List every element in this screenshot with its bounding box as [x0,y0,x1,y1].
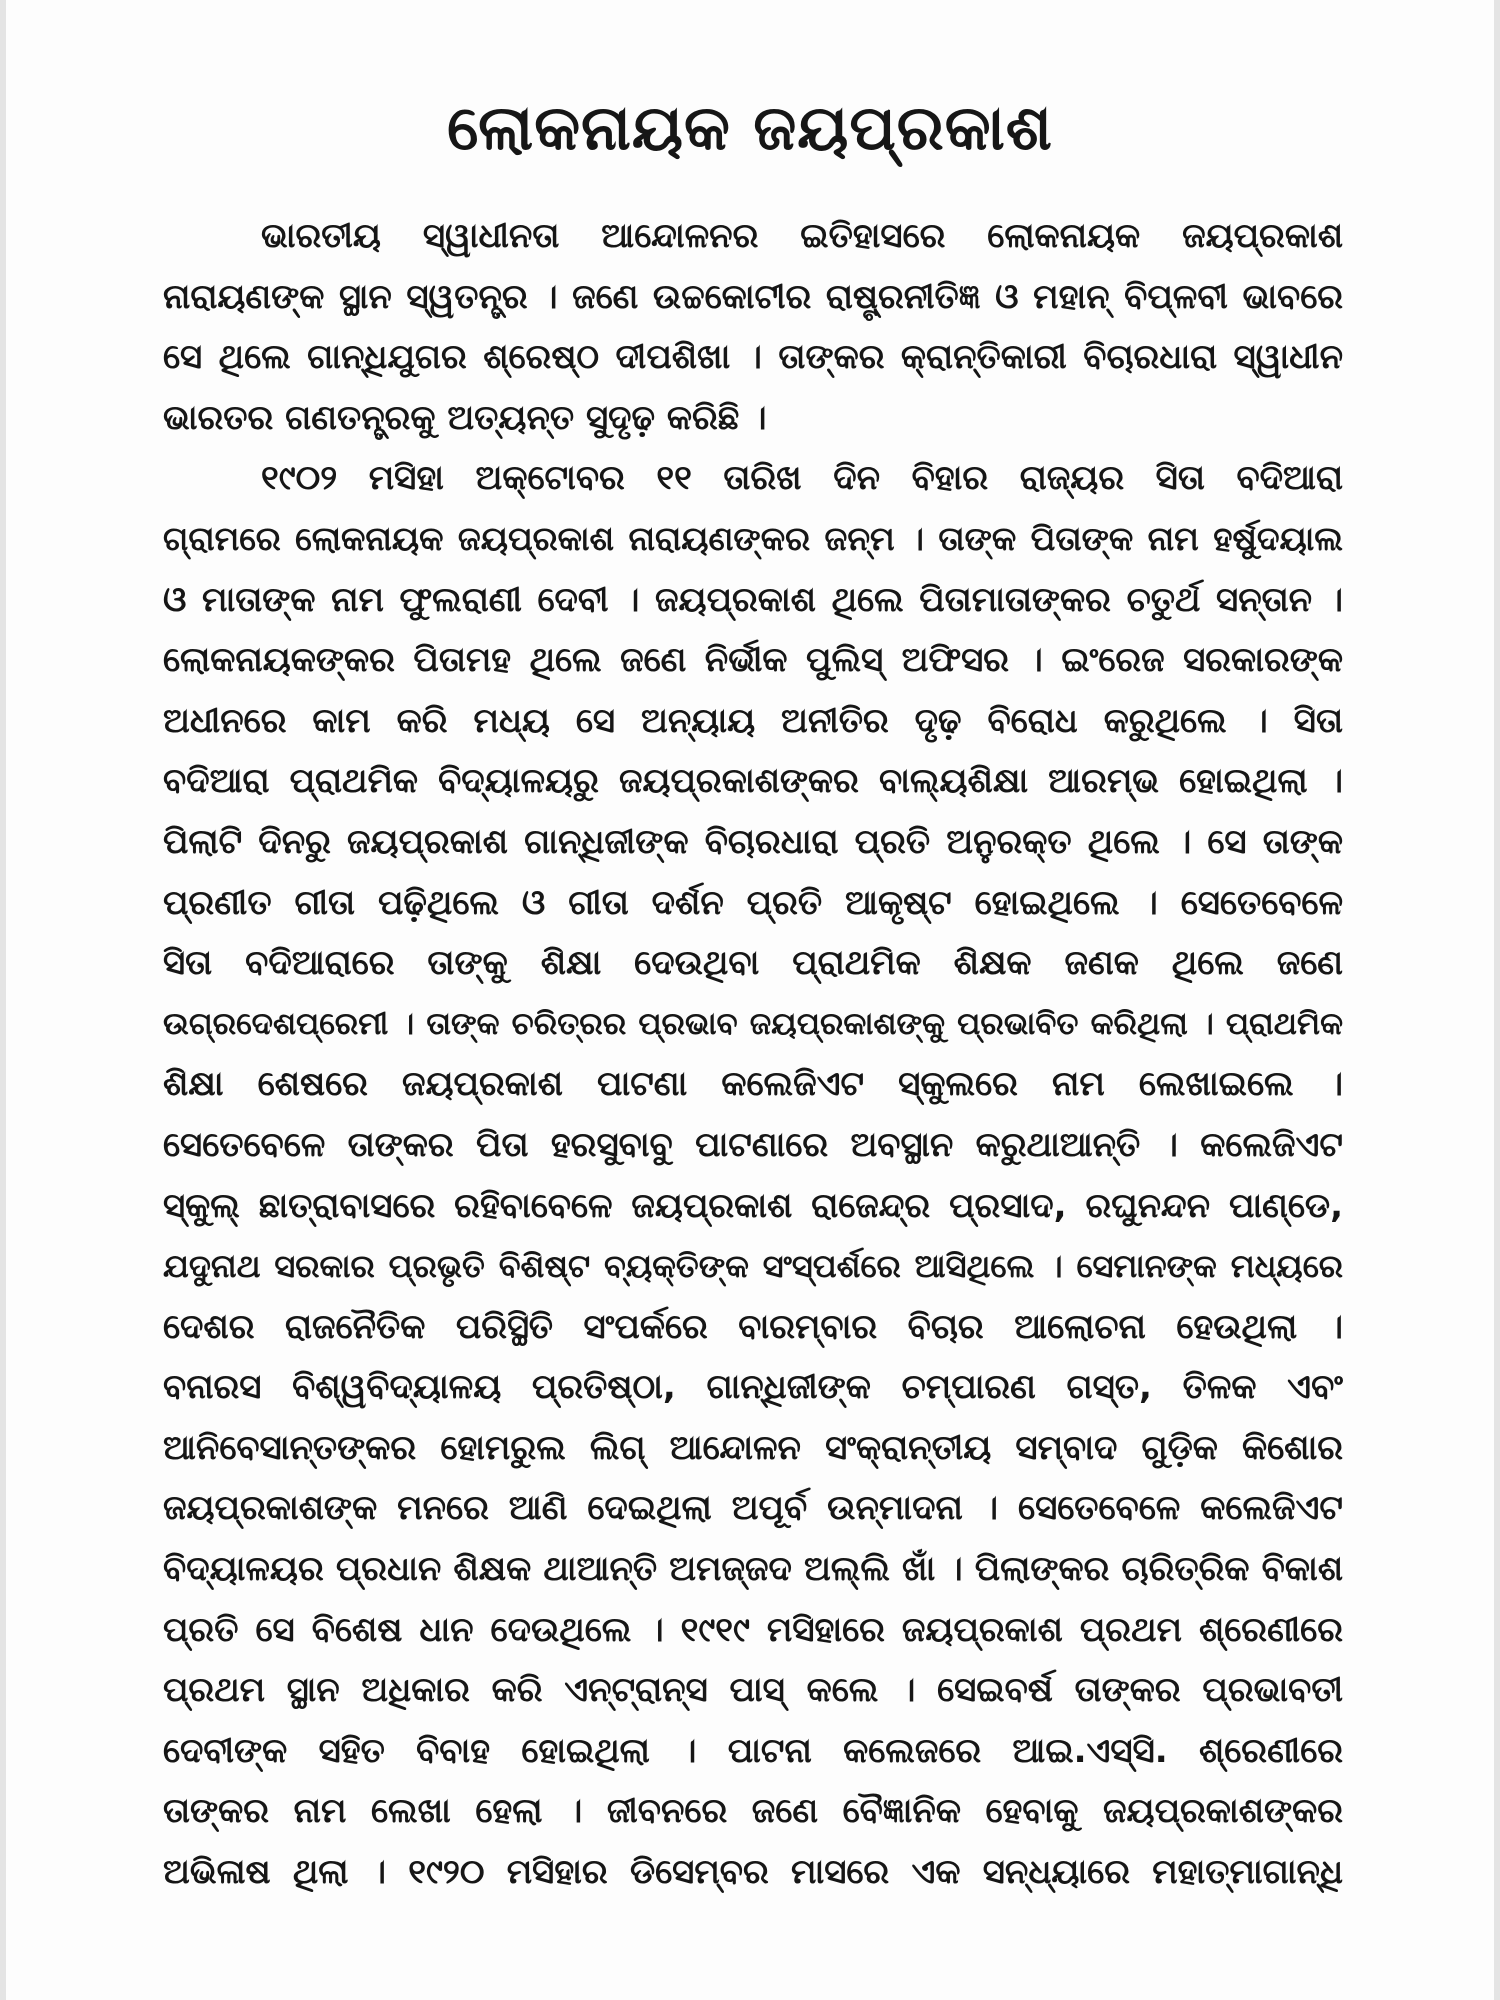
text-line: ଲୋକନାୟକଙ୍କର ପିତାମହ ଥିଲେ ଜଣେ ନିର୍ଭୀକ ପୁଲିସ୍ ଅଫିସର । ଇଂରେଜ ସରକାରଙ୍କ [163,640,1343,681]
text-line: ସେତେବେଳେ ତାଙ୍କର ପିତା ହରସୁବାବୁ ପାଟଣାରେ ଅବସ୍ଥାନ କରୁଥାଆନ୍ତି । କଲେଜିଏଟ [163,1124,1343,1165]
text-line: ଉଗ୍ରଦେଶପ୍ରେମୀ । ତାଙ୍କ ଚରିତ୍ରର ପ୍ରଭାବ ଜୟପ୍ରକାଶଙ୍କୁ ପ୍ରଭାବିତ କରିଥିଲା । ପ୍ରାଥମିକ [163,1005,1343,1042]
text-line: ବିଦ୍ୟାଳୟର ପ୍ରଧାନ ଶିକ୍ଷକ ଥାଆନ୍ତି ଅମଜ୍ଜଦ ଅଲ୍ଲି ଖାଁ । ପିଲାଙ୍କର ଚାରିତ୍ରିକ ବିକାଶ [163,1549,1343,1590]
text-line: ପ୍ରତି ସେ ବିଶେଷ ଧାନ ଦେଉଥିଲେ । ୧୯୧୯ ମସିହାରେ ଜୟପ୍ରକାଶ ପ୍ରଥମ ଶ୍ରେଣୀରେ [163,1609,1343,1650]
text-line: ଶିକ୍ଷା ଶେଷରେ ଜୟପ୍ରକାଶ ପାଟଣା କଲେଜିଏଟ ସ୍କୁଲରେ ନାମ ଲେଖାଇଲେ । [163,1064,1343,1105]
text-line: ଓ ମାତାଙ୍କ ନାମ ଫୁଲରାଣୀ ଦେବୀ । ଜୟପ୍ରକାଶ ଥିଲେ ପିତାମାତାଙ୍କର ଚତୁର୍ଥ ସନ୍ତାନ । [163,579,1343,620]
text-line: ବଦିଆରା ପ୍ରାଥମିକ ବିଦ୍ୟାଳୟରୁ ଜୟପ୍ରକାଶଙ୍କର ବାଲ୍ୟଶିକ୍ଷା ଆରମ୍ଭ ହୋଇଥିଲା । [163,761,1343,802]
text-line: ଭାରତୀୟ ସ୍ୱାଧୀନତା ଆନ୍ଦୋଳନର ଇତିହାସରେ ଲୋକନାୟକ ଜୟପ୍ରକାଶ [261,216,1343,256]
text-line: ପିଲାଟି ଦିନରୁ ଜୟପ୍ରକାଶ ଗାନ୍ଧିଜୀଙ୍କ ବିଚାରଧାରା ପ୍ରତି ଅନୁରକ୍ତ ଥିଲେ । ସେ ତାଙ୍କ [163,821,1343,862]
text-line: ଅଭିଳାଷ ଥିଲା । ୧୯୨୦ ମସିହାର ଡିସେମ୍ବର ମାସରେ ଏକ ସନ୍ଧ୍ୟାରେ ମହାତ୍ମାଗାନ୍ଧି [163,1852,1343,1893]
text-line: ଅଧୀନରେ କାମ କରି ମଧ୍ୟ ସେ ଅନ୍ୟାୟ ଅନୀତିର ଦୃଢ଼ ବିରୋଧ କରୁଥିଲେ । ସିତା [163,700,1343,741]
text-line: ତାଙ୍କର ନାମ ଲେଖା ହେଲା । ଜୀବନରେ ଜଣେ ବୈଜ୍ଞାନିକ ହେବାକୁ ଜୟପ୍ରକାଶଙ୍କର [163,1791,1343,1832]
paragraph [163,206,1343,448]
text-line: ଭାରତର ଗଣତନ୍ତ୍ରକୁ ଅତ୍ୟନ୍ତ ସୁଦୃଢ଼ କରିଛି । [163,397,767,438]
text-line: ପ୍ରଥମ ସ୍ଥାନ ଅଧିକାର କରି ଏନ୍‌ଟ୍ରାନ୍‌ସ ପାସ୍ କଲେ । ସେଇବର୍ଷ ତାଙ୍କର ପ୍ରଭାବତୀ [163,1670,1343,1711]
text-line: ସ୍କୁଲ୍ ଛାତ୍ରାବାସରେ ରହିବାବେଳେ ଜୟପ୍ରକାଶ ରାଜେନ୍ଦ୍ର ପ୍ରସାଦ, ରଘୁନନ୍ଦନ ପାଣ୍ଡେ, [163,1185,1343,1226]
text-line: ଆନିବେସାନ୍ତଙ୍କର ହୋମରୁଲ ଲିଗ୍ ଆନ୍ଦୋଳନ ସଂକ୍ରାନ୍ତୀୟ ସମ୍ବାଦ ଗୁଡ଼ିକ କିଶୋର [163,1427,1343,1468]
text-line: ବନାରସ ବିଶ୍ୱବିଦ୍ୟାଳୟ ପ୍ରତିଷ୍ଠା, ଗାନ୍ଧିଜୀଙ୍କ ଚମ୍ପାରଣ ଗସ୍ତ, ତିଳକ ଏବଂ [163,1367,1343,1408]
text-line: ଦେବୀଙ୍କ ସହିତ ବିବାହ ହୋଇଥିଲା । ପାଟନା କଲେଜରେ ଆଇ.ଏସ୍‌ସି. ଶ୍ରେଣୀରେ [163,1730,1343,1771]
text-line: ସିତା ବଦିଆରାରେ ତାଙ୍କୁ ଶିକ୍ଷା ଦେଉଥିବା ପ୍ରାଥମିକ ଶିକ୍ଷକ ଜଣକ ଥିଲେ ଜଣେ [163,943,1343,984]
text-line: ଯଦୁନାଥ ସରକାର ପ୍ରଭୃତି ବିଶିଷ୍ଟ ବ୍ୟକ୍ତିଙ୍କ ସଂସ୍ପର୍ଶରେ ଆସିଥିଲେ । ସେମାନଙ୍କ ମଧ୍ୟରେ [163,1247,1343,1286]
text-line: ଦେଶର ରାଜନୈତିକ ପରିସ୍ଥିତି ସଂପର୍କରେ ବାରମ୍ବାର ବିଚାର ଆଲୋଚନା ହେଉଥିଲା । [163,1306,1343,1347]
article-body [163,206,1343,1903]
text-line: ଗ୍ରାମରେ ଲୋକନାୟକ ଜୟପ୍ରକାଶ ନାରାୟଣଙ୍କର ଜନ୍ମ । ତାଙ୍କ ପିତାଙ୍କ ନାମ ହର୍ଷୁଦୟାଲ [163,518,1343,558]
text-line: ପ୍ରଣୀତ ଗୀତା ପଢ଼ିଥିଲେ ଓ ଗୀତା ଦର୍ଶନ ପ୍ରତି ଆକୃଷ୍ଟ ହୋଇଥିଲେ । ସେତେବେଳେ [163,882,1343,923]
text-line: ୧୯୦୨ ମସିହା ଅକ୍ଟୋବର ୧୧ ତାରିଖ ଦିନ ବିହାର ରାଜ୍ୟର ସିତା ବଦିଆରା [261,458,1343,499]
paragraph [163,448,1343,1902]
page-title: ଲୋକନାୟକ ଜୟପ୍ରକାଶ [447,91,1053,164]
text-line: ସେ ଥିଲେ ଗାନ୍ଧିଯୁଗର ଶ୍ରେଷ୍ଠ ଦୀପଶିଖା । ତାଙ୍କର କ୍ରାନ୍ତିକାରୀ ବିଚାରଧାରା ସ୍ୱାଧୀନ [163,337,1343,378]
text-line: ନାରାୟଣଙ୍କ ସ୍ଥାନ ସ୍ୱତନ୍ତ୍ର । ଜଣେ ଉଚ୍ଚକୋଟୀର ରାଷ୍ଟ୍ରନୀତିଜ୍ଞ ଓ ମହାନ୍ ବିପ୍ଳବୀ ଭାବରେ [163,276,1343,317]
text-line: ଜୟପ୍ରକାଶଙ୍କ ମନରେ ଆଣି ଦେଇଥିଲା ଅପୂର୍ବ ଉନ୍ମାଦନା । ସେତେବେଳେ କଲେଜିଏଟ [163,1488,1343,1529]
